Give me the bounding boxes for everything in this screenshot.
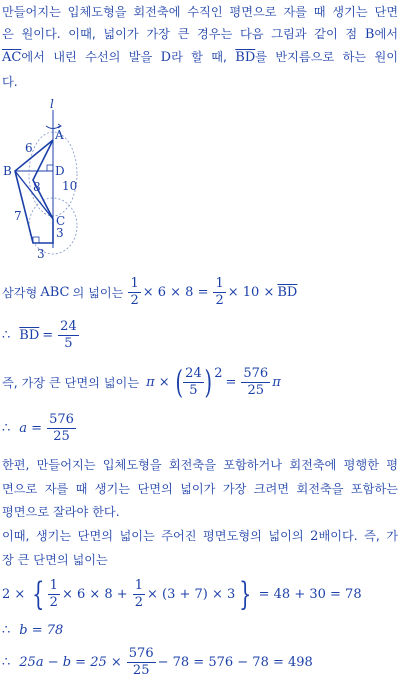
therefore-symbol: ∴ [2, 654, 11, 670]
therefore-symbol: ∴ [2, 622, 11, 638]
para2-multiplier: 2 [310, 529, 319, 544]
eq5-rbrace: } [239, 575, 252, 613]
intro-line-2-end: 에서 [374, 27, 398, 41]
therefore-symbol: ∴ [2, 327, 11, 343]
para2-line-5: 장 큰 단면의 넓이는 [2, 553, 108, 567]
label-c: C [56, 214, 66, 228]
rotation-figure [0, 98, 90, 264]
length-ac: 10 [62, 179, 78, 193]
length-left: 7 [14, 209, 22, 223]
eq-triangle-area [2, 276, 300, 308]
eq4-frac: $\frac{576}{25}$ [49, 411, 74, 444]
eq-a-value [2, 410, 78, 446]
eq6-text: b = 78 [19, 622, 64, 638]
intro-line-2 [2, 24, 398, 45]
eq1-frac-1: $\frac{1}{2}$ [130, 275, 139, 308]
eq-max-cross-section [2, 362, 284, 402]
right-angle-bottom [33, 237, 39, 243]
eq-final-answer [2, 644, 316, 680]
length-ab: 6 [25, 141, 33, 155]
therefore-symbol: ∴ [2, 420, 11, 436]
eq5-rhs: = 48 + 30 = 78 [258, 586, 362, 602]
eq3-rparen: ) [204, 363, 212, 401]
eq5-lbrace: { [32, 575, 45, 613]
eq1-bd: $\overline{BD}$ [277, 284, 298, 300]
length-bc: 8 [33, 180, 41, 194]
para2-line-4 [2, 526, 398, 547]
label-b: B [3, 164, 12, 178]
intro-line-3-text: 에서 내린 수선의 발을 [21, 50, 161, 64]
eq3-pi: π × [146, 374, 170, 390]
para2-line-2: 면으로 자를 때 생기는 단면의 넓이가 가장 크려면 회전축을 포함하는 [2, 482, 398, 496]
length-right: 3 [56, 226, 64, 240]
intro-line-1: 만들어지는 입체도형을 회전축에 수직인 평면으로 자를 때 생기는 단면 [2, 5, 398, 19]
eq1-mid: 의 넓이는 [72, 285, 124, 300]
eq5-frac-1: $\frac{1}{2}$ [49, 577, 58, 610]
segment-ac: $\overline{AC}$ [2, 50, 22, 65]
eq3-text: 즉, 가장 큰 단면의 넓이는 [2, 375, 140, 390]
eq-bd-value [2, 318, 81, 352]
intro-line-3-end: 를 반지름으로 하는 원이 [255, 50, 398, 64]
eq3-frac: $\frac{24}{5}$ [185, 365, 202, 398]
intro-line-2-text: 은 원이다. 이때, 넓이가 가장 큰 경우는 다음 그림과 같이 점 [2, 27, 365, 41]
label-a: A [55, 128, 64, 142]
axis-label: l [50, 98, 54, 111]
eq1-term-2: × 10 × [227, 284, 275, 300]
eq3-exponent: 2 [214, 366, 223, 381]
eq3-eq: = [225, 374, 237, 390]
para2-line-1: 한편, 만들어지는 입체도형을 회전축을 포함하거나 회전축에 평행한 평 [2, 458, 398, 472]
intro-line-3-mid: 라 할 때, [171, 50, 236, 64]
eq2-eq: = [42, 327, 54, 343]
eq7-frac: $\frac{576}{25}$ [128, 645, 154, 678]
eq5-term-2: × (3 + 7) × 3 [146, 586, 236, 602]
intro-line-4: 다. [2, 75, 18, 89]
eq5-frac-2: $\frac{1}{2}$ [134, 577, 143, 610]
label-d: D [55, 164, 65, 178]
eq1-triangle: ABC [40, 284, 70, 300]
eq-b-computation [2, 575, 365, 613]
eq7-lhs: 25a − b = 25 × [19, 654, 122, 670]
eq2-frac: $\frac{24}{5}$ [60, 318, 77, 351]
eq2-bd: $\overline{BD}$ [19, 327, 40, 343]
para2-line-4-text: 이때, 생기는 단면의 넓이는 주어진 평면도형의 넓이의 [2, 529, 311, 543]
eq-b-value [2, 620, 66, 640]
eq3-result-frac: $\frac{576}{25}$ [243, 365, 269, 398]
point-d-label: D [160, 50, 172, 65]
eq1-label: 삼각형 [2, 285, 38, 300]
eq3-result-pi: π [272, 374, 281, 390]
eq5-lead: 2 × [2, 586, 26, 602]
segment-bd: $\overline{BD}$ [235, 50, 256, 65]
eq1-term-1: × 6 × 8 = [142, 284, 209, 300]
eq1-frac-2: $\frac{1}{2}$ [215, 275, 224, 308]
length-bottom: 3 [37, 247, 45, 261]
intro-line-3 [2, 47, 398, 68]
eq5-term-1: × 6 × 8 + [61, 586, 128, 602]
eq3-lparen: ( [175, 363, 183, 401]
para2-line-4-end: 배이다. 즉, 가 [318, 529, 398, 543]
para2-line-3: 평면으로 잘라야 한다. [2, 505, 120, 519]
point-b-label: B [364, 27, 375, 42]
right-angle-d [47, 165, 53, 171]
eq7-rhs: − 78 = 576 − 78 = 498 [157, 654, 313, 670]
eq4-lhs: a = [19, 420, 43, 436]
